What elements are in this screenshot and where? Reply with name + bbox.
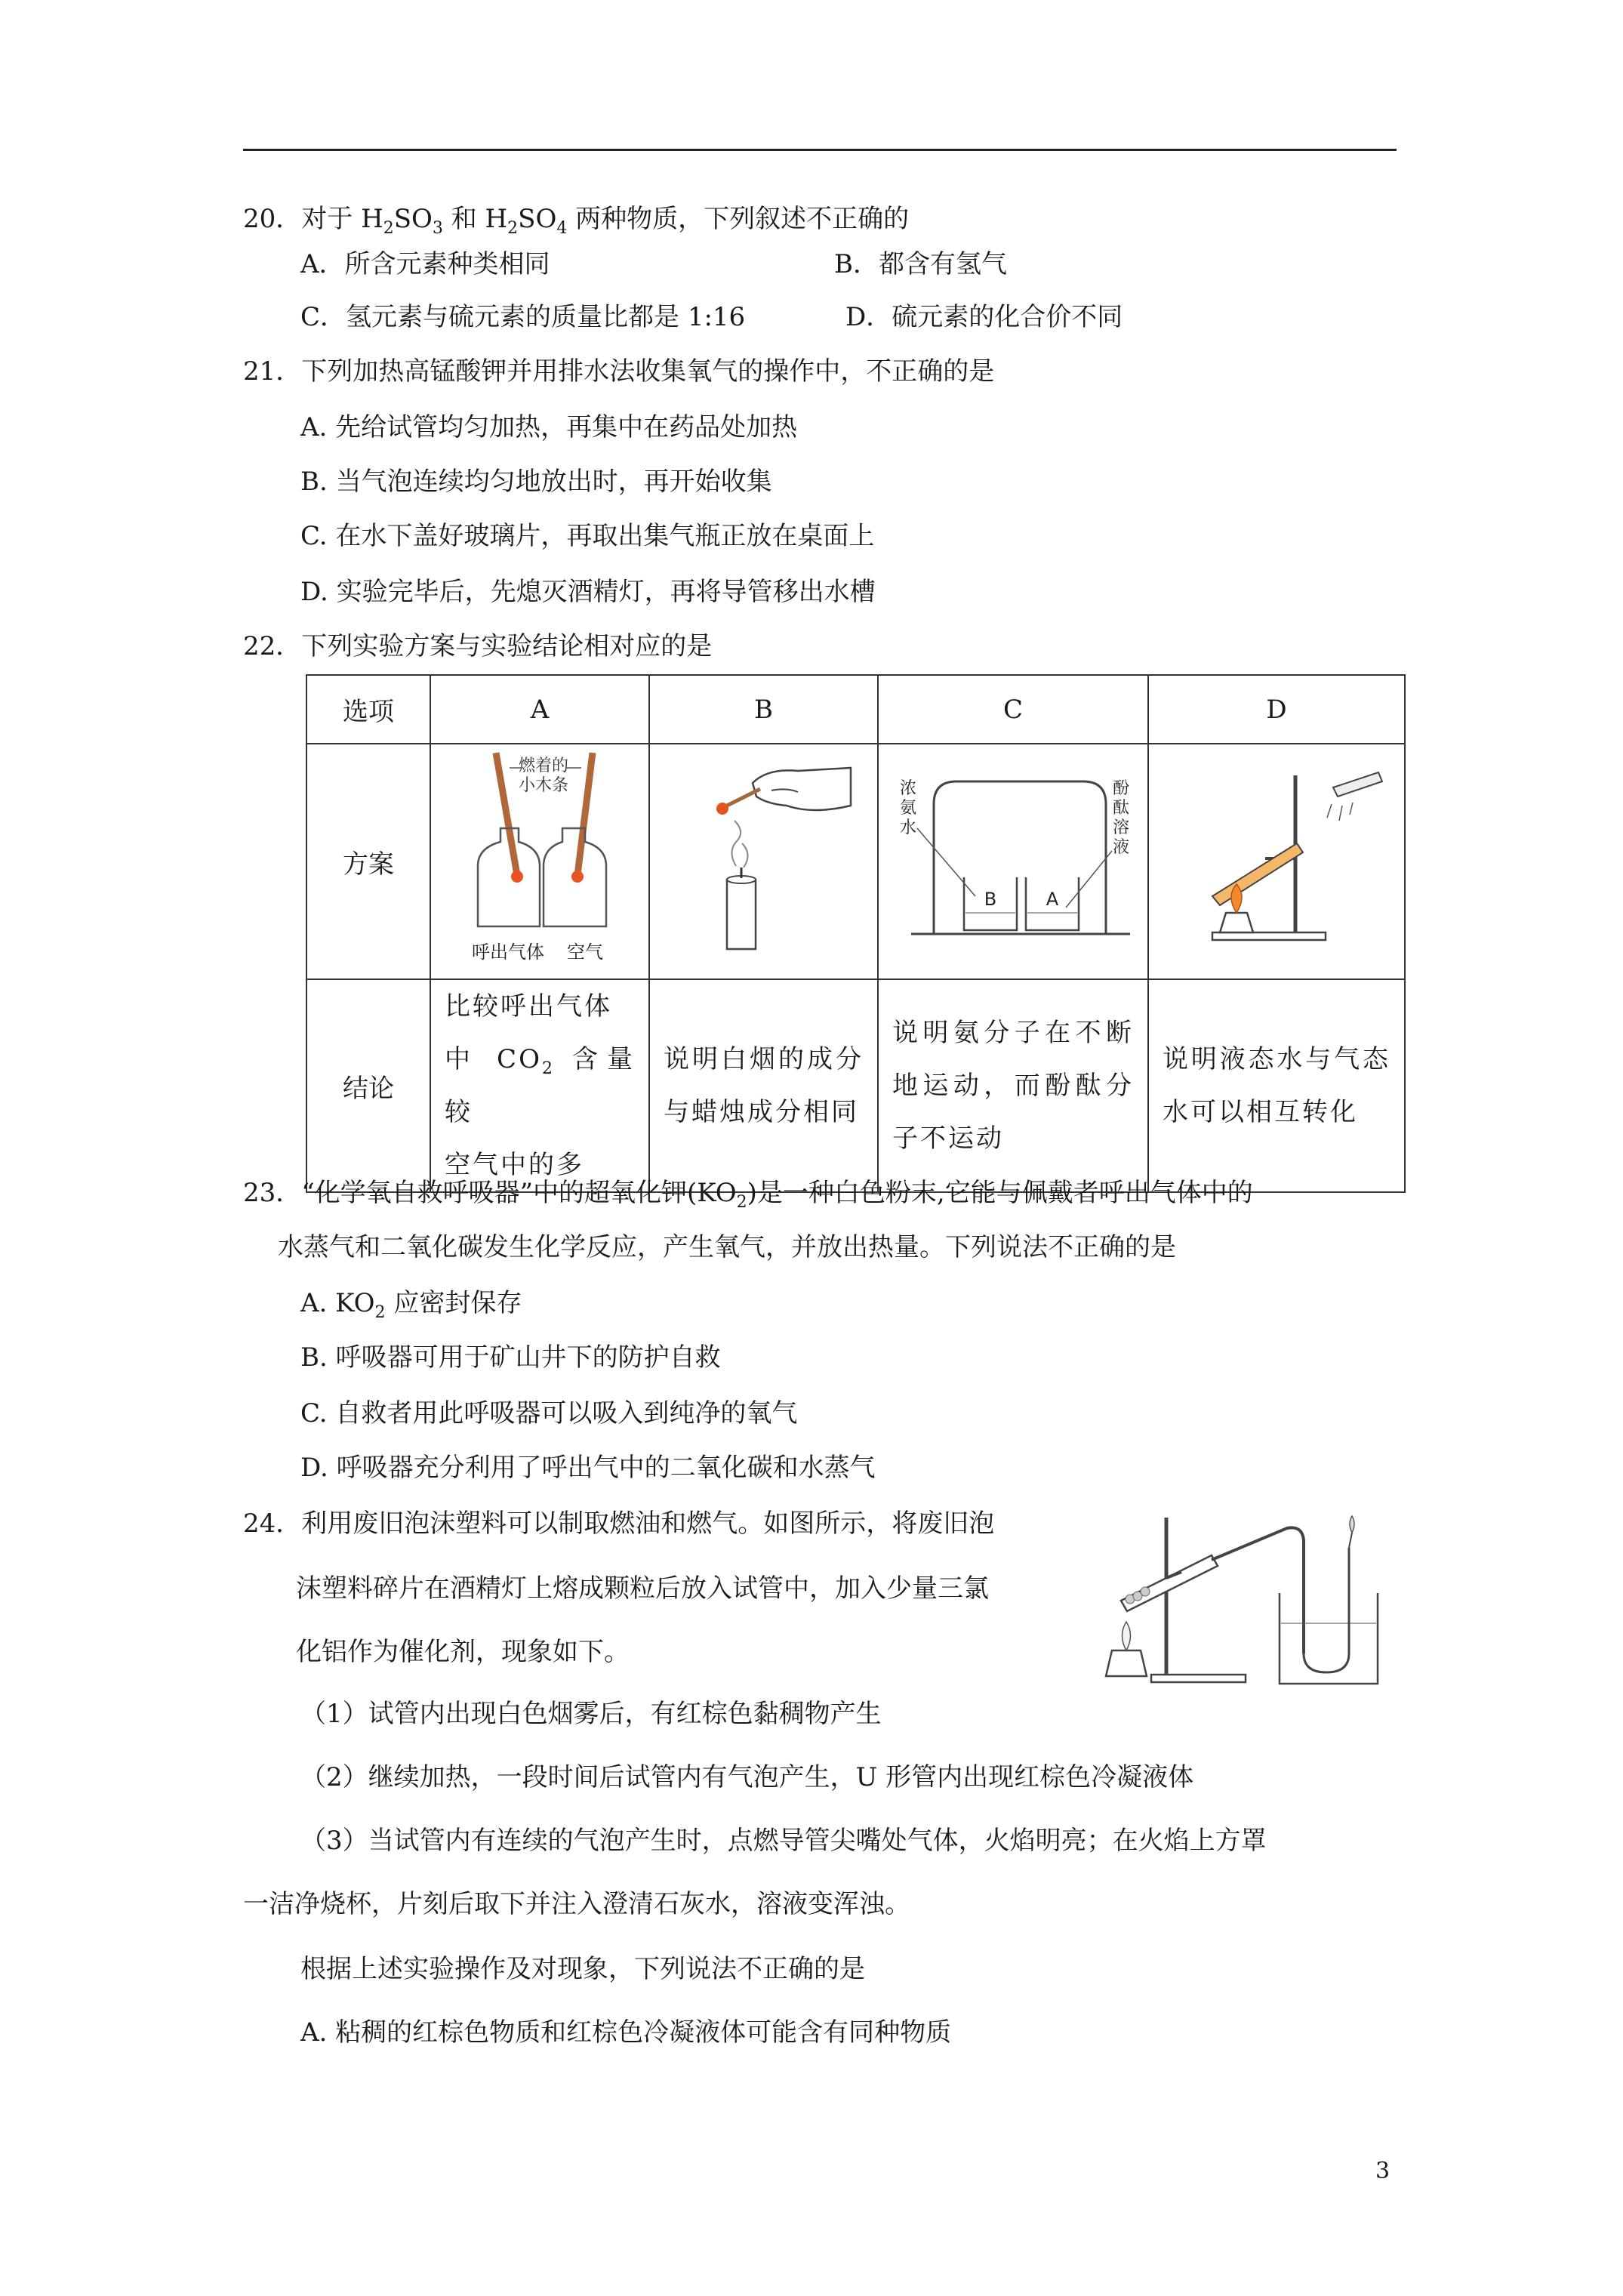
- svg-text:溶: 溶: [1112, 818, 1130, 837]
- q21-option-d: D. 实验完毕后，先熄灭酒精灯，再将导管移出水槽: [300, 577, 876, 607]
- header-c: C: [878, 675, 1148, 744]
- svg-text:液: 液: [1112, 837, 1130, 857]
- q24-stem-line3: 化铝作为催化剂，现象如下。: [296, 1637, 630, 1667]
- conclusion-d: 说明液态水与气态水可以相互转化: [1148, 979, 1405, 1192]
- q20-option-a: A．所含元素种类相同: [300, 249, 550, 279]
- q23-option-d: D. 呼吸器充分利用了呼出气中的二氧化碳和水蒸气: [300, 1453, 876, 1483]
- q24-observation-2: （2）继续加热，一段时间后试管内有气泡产生，U 形管内出现红棕色冷凝液体: [300, 1762, 1194, 1792]
- q21-option-b: B. 当气泡连续均匀地放出时，再开始收集: [300, 467, 772, 497]
- conclusion-b: 说明白烟的成分与蜡烛成分相同: [649, 979, 878, 1192]
- header-a: A: [430, 675, 649, 744]
- row-label-conclusion: 结论: [306, 979, 430, 1192]
- figure-b-cell: [649, 744, 878, 979]
- q23-option-b: B. 呼吸器可用于矿山井下的防护自救: [300, 1342, 721, 1373]
- q21-stem: 21．下列加热高锰酸钾并用排水法收集氧气的操作中，不正确的是: [243, 356, 995, 387]
- figure-b-candle: [654, 745, 873, 972]
- conclusion-a: 比较呼出气体 中 $CO_2$ 含量较 空气中的多: [430, 979, 649, 1192]
- figure-a-label-line2: 小木条: [518, 775, 569, 795]
- q24-question: 根据上述实验操作及对现象，下列说法不正确的是: [300, 1954, 865, 1984]
- q23-option-a: A. $KO_2$ 应密封保存: [300, 1288, 522, 1322]
- q24-option-a: A. 粘稠的红棕色物质和红棕色冷凝液体可能含有同种物质: [300, 2017, 952, 2048]
- figure-c-beakers: [881, 745, 1145, 972]
- q20-option-c: C．氢元素与硫元素的质量比都是 1:16: [300, 302, 746, 332]
- q21-option-c: C. 在水下盖好玻璃片，再取出集气瓶正放在桌面上: [300, 521, 875, 551]
- q24-observation-3: （3）当试管内有连续的气泡产生时，点燃导管尖嘴处气体，火焰明亮；在火焰上方罩: [300, 1826, 1267, 1856]
- header-d: D: [1148, 675, 1405, 744]
- figure-c-beaker-a: A: [1046, 888, 1059, 910]
- q24-observation-3-cont: 一洁净烧杯，片刻后取下并注入澄清石灰水，溶液变浑浊。: [243, 1889, 910, 1919]
- svg-text:浓: 浓: [899, 778, 917, 798]
- header-rule: [243, 149, 1397, 151]
- figure-a-label-line1: 燃着的: [518, 756, 569, 775]
- svg-text:氨: 氨: [899, 798, 917, 818]
- figure-a-left-label: 呼出气体: [472, 941, 544, 963]
- figure-d-heating: [1152, 745, 1401, 972]
- figure-d-cell: [1148, 744, 1405, 979]
- q21-option-a: A. 先给试管均匀加热，再集中在药品处加热: [300, 412, 798, 442]
- q22-stem: 22．下列实验方案与实验结论相对应的是: [243, 631, 713, 661]
- svg-text:酞: 酞: [1112, 798, 1130, 818]
- row-label-plan: 方案: [306, 744, 430, 979]
- q23-option-c: C. 自救者用此呼吸器可以吸入到纯净的氧气: [300, 1398, 798, 1428]
- q24-stem-line1: 24．利用废旧泡沫塑料可以制取燃油和燃气。如图所示，将废旧泡: [243, 1509, 995, 1539]
- figure-a-two-bottles: [434, 745, 645, 972]
- q24-observation-1: （1）试管内出现白色烟雾后，有红棕色黏稠物产生: [300, 1699, 882, 1729]
- q23-stem-line1: 23．“化学氧自救呼吸器”中的超氧化钾$(KO_2)$是一种白色粉末,它能与佩戴者呼出气体中的: [243, 1178, 1253, 1212]
- svg-text:酚: 酚: [1112, 778, 1130, 798]
- q23-stem-line2: 水蒸气和二氧化碳发生化学反应，产生氧气，并放出热量。下列说法不正确的是: [278, 1232, 1176, 1262]
- conclusion-c: 说明氨分子在不断地运动，而酚酞分子不运动: [878, 979, 1148, 1192]
- figure-c-beaker-b: B: [984, 888, 997, 910]
- q24-stem-line2: 沫塑料碎片在酒精灯上熔成颗粒后放入试管中，加入少量三氯: [296, 1573, 989, 1604]
- q20-option-d: D．硫元素的化合价不同: [845, 302, 1123, 332]
- svg-text:水: 水: [899, 818, 917, 837]
- q20-option-b: B．都含有氢气: [834, 249, 1007, 279]
- header-b: B: [649, 675, 878, 744]
- figure-a-right-label: 空气: [567, 941, 603, 963]
- page-number: 3: [1375, 2158, 1390, 2184]
- q20-stem: 20．对于 $H_2SO_3$ 和 $H_2SO_4$ 两种物质，下列叙述不正确的: [243, 204, 910, 238]
- figure-a-cell: [430, 744, 649, 979]
- experiment-table: [306, 674, 1406, 1193]
- header-option: 选项: [306, 675, 430, 744]
- figure-c-cell: [878, 744, 1148, 979]
- q24-apparatus-figure: [1091, 1502, 1393, 1691]
